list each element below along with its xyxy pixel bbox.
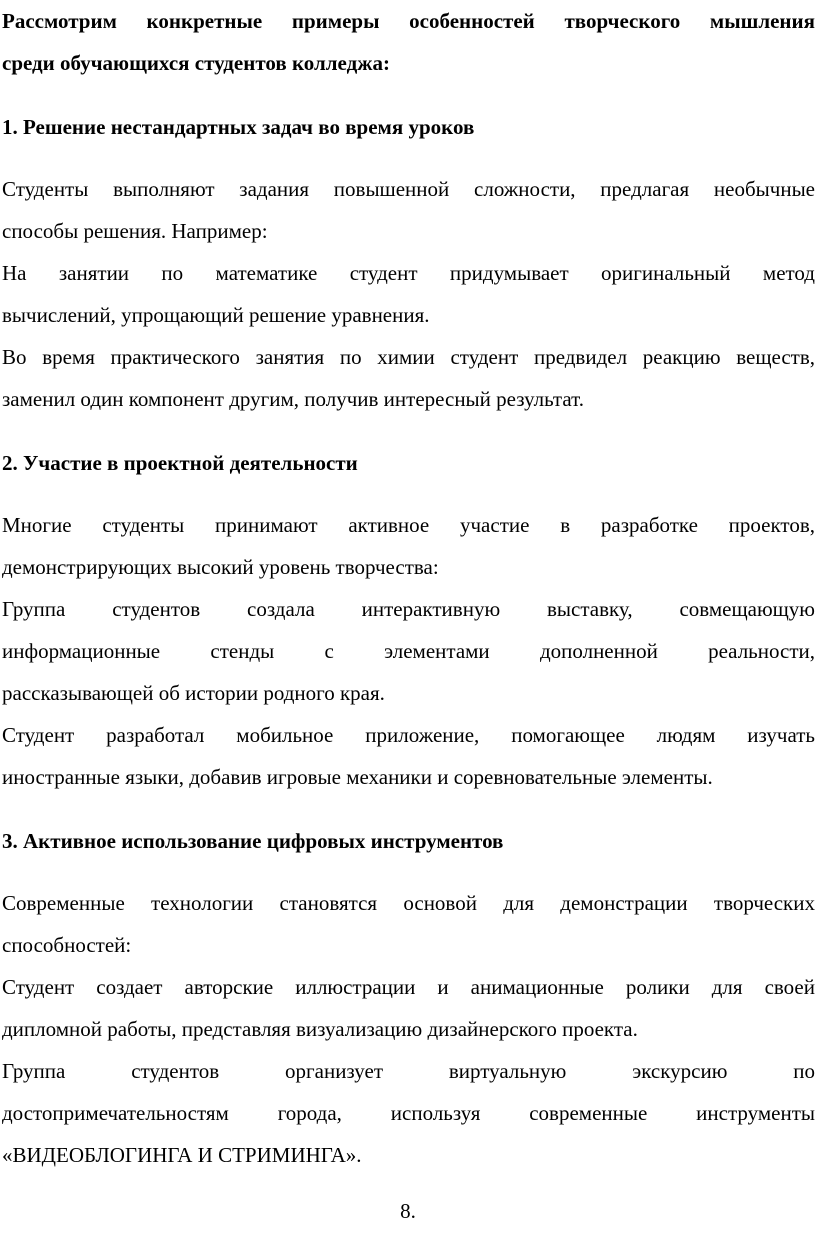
section-1-item-1-line-2: вычислений, упрощающий решение уравнения. [2,303,430,327]
section-3-heading: 3. Активное использование цифровых инструментов [2,829,504,853]
spacer [2,420,815,442]
section-1-item-2-line-1: Во время практического занятия по химии студент предвидел реакцию веществ, [2,345,815,369]
section-2-item-1-line-2: информационные стенды с элементами дополненной реальности, [2,639,815,663]
section-3-lead-line-2: способностей: [2,933,132,957]
section-3-item-1-line-1: Студент создает авторские иллюстрации и анимационные ролики для своей [2,975,815,999]
section-2-item-2-line-1: Студент разработал мобильное приложение, помогающее людям изучать [2,723,815,747]
intro-line-2: среди обучающихся студентов колледжа: [2,51,390,75]
section-3-item-2-line-2: достопримечательностям города, используя современные инструменты [2,1101,815,1125]
section-2-lead-line-2: демонстрирующих высокий уровень творчества: [2,555,439,579]
page-number: 8. [400,1199,416,1223]
section-1-heading: 1. Решение нестандартных задач во время уроков [2,115,475,139]
section-1-item-2-line-2: заменил один компонент другим, получив интересный результат. [2,387,584,411]
section-3-item-2-line-3: «ВИДЕОБЛОГИНГА И СТРИМИНГА». [2,1143,362,1167]
section-3-lead-line-1: Современные технологии становятся основой для демонстрации творческих [2,891,815,915]
spacer [2,148,815,168]
spacer [2,862,815,882]
section-2-lead-line-1: Многие студенты принимают активное участие в разработке проектов, [2,513,815,537]
section-2-heading: 2. Участие в проектной деятельности [2,451,358,475]
section-3-item-2-line-1: Группа студентов организует виртуальную экскурсию по [2,1059,815,1083]
section-1-lead-line-1: Студенты выполняют задания повышенной сложности, предлагая необычные [2,177,815,201]
spacer [2,798,815,820]
section-3-item-1-line-2: дипломной работы, представляя визуализацию дизайнерского проекта. [2,1017,638,1041]
section-2-item-2-line-2: иностранные языки, добавив игровые механики и соревновательные элементы. [2,765,713,789]
section-2-item-1-line-3: рассказывающей об истории родного края. [2,681,385,705]
section-2-item-1-line-1: Группа студентов создала интерактивную выставку, совмещающую [2,597,815,621]
section-1-lead-line-2: способы решения. Например: [2,219,268,243]
intro-line-1: Рассмотрим конкретные примеры особенностей творческого мышления [2,9,815,33]
spacer [2,484,815,504]
spacer [2,84,815,106]
section-1-item-1-line-1: На занятии по математике студент придумывает оригинальный метод [2,261,815,285]
